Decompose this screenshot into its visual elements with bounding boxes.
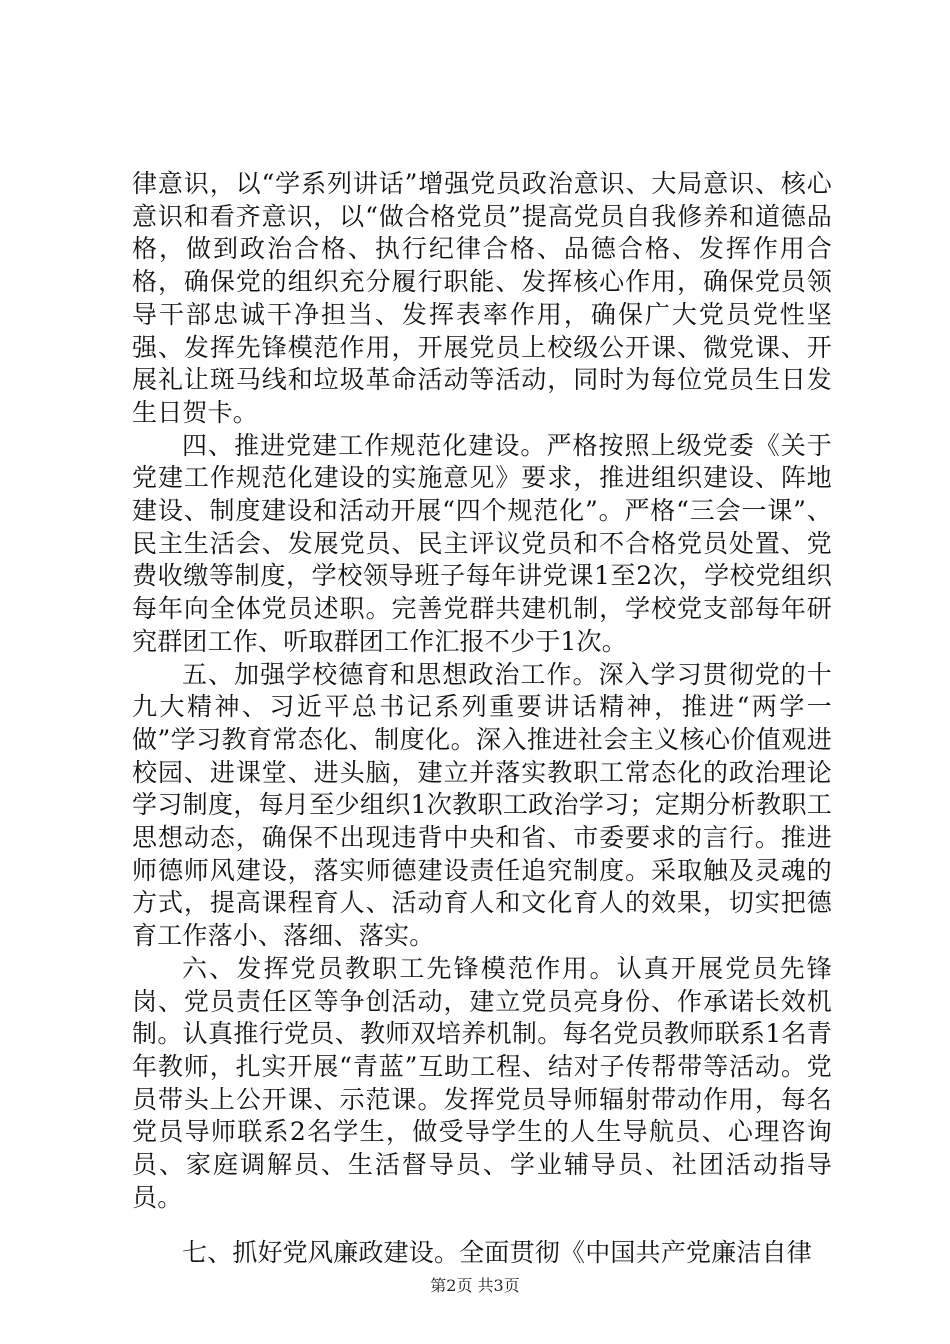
paragraph-continuation: 律意识，以“学系列讲话”增强党员政治意识、大局意识、核心意识和看齐意识，以“做合格党员”提高党员自我修养和道德品格，做到政治合格、执行纪律合格、品德合格、发挥作用合格，确保党的组织充分履行职能、发挥核心作用，确保党员领导干部忠诚干净担当、发挥表率作用，确保广大党员党性坚强、发挥先锋模范作用，开展党员上校级公开课、微党课、开展礼让斑马线和垃圾革命活动等活动，同时为每位党员生日发生日贺卡。 [132,169,832,427]
document-body [132,168,832,1269]
paragraph-section-six: 六、发挥党员教职工先锋模范作用。认真开展党员先锋岗、党员责任区等争创活动，建立党员亮身份、作承诺长效机制。认真推行党员、教师双培养机制。每名党员教师联系1名青年教师，扎实开展“青蓝”互助工程、结对子传帮带等活动。党员带头上公开课、示范课。发挥党员导师辐射带动作用，每名党员导师联系2名学生，做受导学生的人生导航员、心理咨询员、家庭调解员、生活督导员、学业辅导员、社团活动指导员。 [132,953,832,1212]
paragraph-section-five: 五、加强学校德育和思想政治工作。深入学习贯彻党的十九大精神、习近平总书记系列重要讲话精神，推进“两学一做”学习教育常态化、制度化。深入推进社会主义核心价值观进校园、进课堂、进头脑，建立并落实教职工常态化的政治理论学习制度，每月至少组织1次教职工政治学习；定期分析教职工思想动态，确保不出现违背中央和省、市委要求的言行。推进师德师风建设，落实师德建设责任追究制度。采取触及灵魂的方式，提高课程育人、活动育人和文化育人的效果，切实把德育工作落小、落细、落实。 [132,659,832,951]
paragraph-section-four: 四、推进党建工作规范化建设。严格按照上级党委《关于党建工作规范化建设的实施意见》要求，推进组织建设、阵地建设、制度建设和活动开展“四个规范化”。严格“三会一课”、民主生活会、发展党员、民主评议党员和不合格党员处置、党费收缴等制度，学校领导班子每年讲党课1至2次，学校党组织每年向全体党员述职。完善党群共建机制，学校党支部每年研究群团工作、听取群团工作汇报不少于1次。 [132,430,832,656]
paragraph-section-seven: 七、抓好党风廉政建设。全面贯彻《中国共产党廉洁自律 [182,1237,813,1267]
page-number-footer: 第2页 共3页 [430,1276,520,1295]
